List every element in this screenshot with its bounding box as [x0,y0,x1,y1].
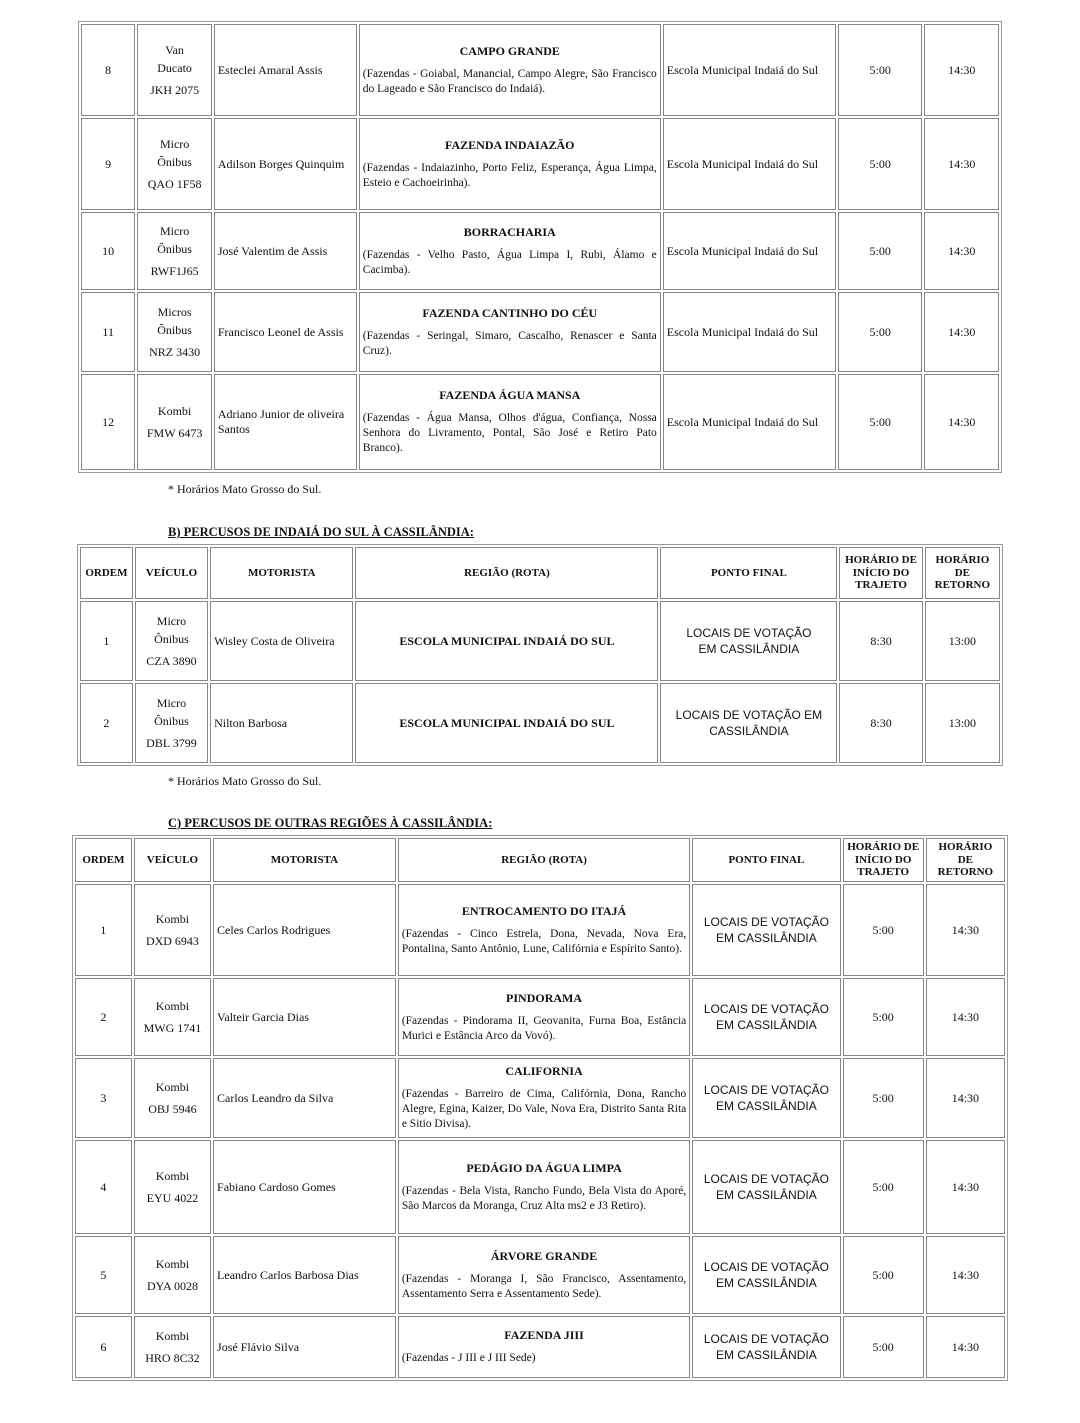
endpoint-cell [660,601,837,681]
start-time-cell: 5:00 [838,292,923,372]
vehicle-type: Ducato [157,61,192,75]
ordem-cell: 1 [80,601,133,681]
table-row [75,884,1005,976]
return-time-cell: 13:00 [925,683,1000,763]
vehicle-plate: DBL 3799 [146,736,197,750]
vehicle-type: Kombi [155,1257,190,1271]
start-time-cell: 5:00 [838,24,923,116]
ordem-cell: 2 [75,978,132,1056]
endpoint-line: EM CASSILÂNDIA [698,642,800,656]
header-ponto-final: PONTO FINAL [692,838,840,882]
vehicle-cell [137,292,211,372]
vehicle-type: Ônibus [154,632,189,646]
route-cell [359,292,661,372]
route-name: FAZENDA INDAIAZÃO [445,137,575,152]
vehicle-cell [137,212,211,290]
return-time-cell: 14:30 [926,1140,1005,1234]
route-cell: ESCOLA MUNICIPAL INDAIÁ DO SUL [355,601,658,681]
vehicle-cell [135,601,208,681]
route-farms: (Fazendas - Indaiazinho, Porto Feliz, Esperança, Água Limpa, Esteio e Cachoeirinha). [362,161,657,189]
start-time-cell: 5:00 [843,1058,924,1138]
vehicle-cell [135,683,208,763]
vehicle-type: Kombi [155,912,190,926]
driver-cell: José Valentim de Assis [214,212,357,290]
table-row [75,1236,1005,1314]
route-farms: (Fazendas - Goiabal, Manancial, Campo Alegre, São Francisco do Lageado e São Francisco do Indaiá). [362,67,657,95]
header-motorista: MOTORISTA [210,547,353,599]
endpoint-line: LOCAIS DE VOTAÇÃO [703,1001,829,1016]
ordem-cell: 4 [75,1140,132,1234]
return-time-cell: 13:00 [925,601,1000,681]
vehicle-type: Ônibus [157,242,192,256]
vehicle-plate: QAO 1F58 [147,177,202,191]
endpoint-line: LOCAIS DE VOTAÇÃO [686,625,812,640]
endpoint-cell [692,978,840,1056]
driver-cell: Valteir Garcia Dias [213,978,396,1056]
vehicle-plate: NRZ 3430 [149,345,201,359]
start-time-cell: 5:00 [843,978,924,1056]
driver-cell: Nilton Barbosa [210,683,353,763]
table-row [80,683,1000,763]
endpoint-line: EM CASSILÂNDIA [716,1188,817,1202]
return-time-cell: 14:30 [926,1236,1005,1314]
table-row [80,601,1000,681]
header-inicio: HORÁRIO DE INÍCIO DO TRAJETO [839,547,922,599]
start-time-cell: 5:00 [843,884,924,976]
endpoint-cell [692,1058,840,1138]
endpoint-cell: Escola Municipal Indaiá do Sul [663,118,836,210]
ordem-cell: 5 [75,1236,132,1314]
vehicle-cell [137,374,211,470]
endpoint-cell [692,884,840,976]
vehicle-type: Ônibus [157,323,192,337]
route-cell [359,118,661,210]
header-ordem: ORDEM [80,547,133,599]
route-cell [359,24,661,116]
ordem-cell: 2 [80,683,133,763]
endpoint-cell [692,1236,840,1314]
vehicle-type: Micro [159,137,190,151]
start-time-cell: 5:00 [843,1316,924,1378]
table-a [78,21,1002,473]
route-cell [398,1316,690,1378]
route-name: CALIFORNIA [505,1064,583,1079]
vehicle-type: Kombi [155,999,190,1013]
route-cell [398,1236,690,1314]
route-name: BORRACHARIA [463,224,556,239]
header-veiculo: VEÍCULO [135,547,208,599]
endpoint-line: LOCAIS DE VOTAÇÃO [703,1082,829,1097]
route-cell: ESCOLA MUNICIPAL INDAIÁ DO SUL [355,683,658,763]
return-time-cell: 14:30 [926,978,1005,1056]
route-farms: (Fazendas - Pindorama II, Geovanita, Furna Boa, Estância Murici e Estância Arco da Vovó). [401,1014,687,1042]
return-time-cell: 14:30 [924,118,999,210]
vehicle-type: Micros [157,305,192,319]
route-cell [359,212,661,290]
driver-cell: Francisco Leonel de Assis [214,292,357,372]
route-farms: (Fazendas - J III e J III Sede) [401,1352,536,1365]
vehicle-type: Micro [159,224,190,238]
vehicle-plate: HRO 8C32 [145,1351,200,1365]
table-row [75,1316,1005,1378]
endpoint-line: EM CASSILÂNDIA [716,931,817,945]
route-cell [359,374,661,470]
table-b-header-row [80,547,1000,599]
endpoint-cell [692,1316,840,1378]
driver-cell: Adilson Borges Quinquim [214,118,357,210]
table-row [75,978,1005,1056]
route-farms: (Fazendas - Cinco Estrela, Dona, Nevada, Nova Era, Pontalina, Santo Antônio, Lune, Califórnia e Espírito Santo). [401,927,687,955]
vehicle-type: Ônibus [157,155,192,169]
route-cell [398,1058,690,1138]
vehicle-cell [134,884,211,976]
route-farms: (Fazendas - Seringal, Simaro, Cascalho, Renascer e Santa Cruz). [362,329,657,357]
ordem-cell: 11 [81,292,135,372]
vehicle-type: Ônibus [154,714,189,728]
return-time-cell: 14:30 [924,212,999,290]
route-name: ÁRVORE GRANDE [490,1248,598,1263]
endpoint-cell: Escola Municipal Indaiá do Sul [663,24,836,116]
table-row [75,1140,1005,1234]
vehicle-type: Micro [156,696,187,710]
route-cell [398,1140,690,1234]
vehicle-type: Kombi [155,1329,190,1343]
endpoint-line: EM CASSILÂNDIA [716,1099,817,1113]
table-row [81,292,999,372]
ordem-cell: 8 [81,24,135,116]
start-time-cell: 5:00 [843,1236,924,1314]
header-retorno: HORÁRIO DE RETORNO [926,838,1005,882]
route-farms: (Fazendas - Bela Vista, Rancho Fundo, Bela Vista do Aporé, São Marcos da Moranga, Cruz Alta ms2 e J3 Retiro). [401,1184,687,1212]
header-inicio: HORÁRIO DE INÍCIO DO TRAJETO [843,838,924,882]
vehicle-plate: FMW 6473 [146,426,203,440]
driver-cell: José Flávio Silva [213,1316,396,1378]
route-farms: (Fazendas - Velho Pasto, Água Limpa I, Rubi, Álamo e Cacimba). [362,248,657,276]
table-row [75,1058,1005,1138]
header-ponto-final: PONTO FINAL [660,547,837,599]
header-retorno: HORÁRIO DE RETORNO [925,547,1000,599]
driver-cell: Carlos Leandro da Silva [213,1058,396,1138]
vehicle-plate: DYA 0028 [146,1279,198,1293]
route-farms: (Fazendas - Barreiro de Cima, Califórnia, Dona, Rancho Alegre, Egina, Kaizer, Do Vale, Nova Era, Distrito Santa Rita e Sitio Divisa). [401,1088,687,1130]
header-ordem: ORDEM [75,838,132,882]
return-time-cell: 14:30 [926,1316,1005,1378]
table-c [72,835,1008,1381]
vehicle-cell [134,978,211,1056]
table-row [81,212,999,290]
start-time-cell: 8:30 [839,683,922,763]
ordem-cell: 9 [81,118,135,210]
ordem-cell: 1 [75,884,132,976]
endpoint-cell: Escola Municipal Indaiá do Sul [663,374,836,470]
start-time-cell: 5:00 [838,212,923,290]
driver-cell: Celes Carlos Rodrigues [213,884,396,976]
table-b-title: B) PERCUSOS DE INDAIÁ DO SUL À CASSILÂNDIA: [168,525,474,539]
endpoint-cell [660,683,837,763]
return-time-cell: 14:30 [924,24,999,116]
endpoint-line: EM CASSILÂNDIA [716,1276,817,1290]
vehicle-type: Kombi [155,1169,190,1183]
start-time-cell: 8:30 [839,601,922,681]
ordem-cell: 12 [81,374,135,470]
vehicle-type: Kombi [157,404,192,418]
route-name: FAZENDA ÁGUA MANSA [439,388,581,403]
vehicle-type: Kombi [155,1080,190,1094]
table-b [77,544,1003,766]
start-time-cell: 5:00 [838,118,923,210]
endpoint-line: LOCAIS DE VOTAÇÃO [703,1259,829,1274]
table-a-note: * Horários Mato Grosso do Sul. [168,482,322,496]
route-cell [398,884,690,976]
endpoint-cell: Escola Municipal Indaiá do Sul [663,292,836,372]
table-c-title: C) PERCUSOS DE OUTRAS REGIÕES À CASSILÂNDIA: [168,816,493,830]
driver-cell: Wisley Costa de Oliveira [210,601,353,681]
endpoint-line: CASSILÂNDIA [709,724,789,738]
endpoint-line: LOCAIS DE VOTAÇÃO [703,1171,829,1186]
vehicle-cell [137,24,211,116]
vehicle-plate: DXD 6943 [145,934,199,948]
endpoint-line: EM CASSILÂNDIA [716,1018,817,1032]
start-time-cell: 5:00 [838,374,923,470]
endpoint-line: EM CASSILÂNDIA [716,1348,817,1362]
endpoint-line: LOCAIS DE VOTAÇÃO [703,1331,829,1346]
header-veiculo: VEÍCULO [134,838,211,882]
route-farms: (Fazendas - Água Mansa, Olhos d'água, Confiança, Nossa Senhora do Livramento, Pontal, São José e Retiro Pato Branco). [362,412,657,454]
table-b-note: * Horários Mato Grosso do Sul. [168,774,322,788]
vehicle-cell [134,1316,211,1378]
route-name: PEDÁGIO DA ÁGUA LIMPA [466,1160,622,1175]
vehicle-plate: RWF1J65 [150,264,199,278]
return-time-cell: 14:30 [926,1058,1005,1138]
header-motorista: MOTORISTA [213,838,396,882]
vehicle-plate: OBJ 5946 [148,1102,197,1116]
start-time-cell: 5:00 [843,1140,924,1234]
driver-cell: Adriano Junior de oliveira Santos [214,374,357,470]
route-name: PINDORAMA [506,990,583,1005]
endpoint-cell: Escola Municipal Indaiá do Sul [663,212,836,290]
table-row [81,374,999,470]
route-name: CAMPO GRANDE [459,43,560,58]
return-time-cell: 14:30 [926,884,1005,976]
vehicle-plate: CZA 3890 [146,654,197,668]
header-regiao: REGIÃO (ROTA) [398,838,690,882]
vehicle-cell [134,1236,211,1314]
driver-cell: Esteclei Amaral Assis [214,24,357,116]
ordem-cell: 10 [81,212,135,290]
table-row [81,24,999,116]
header-regiao: REGIÃO (ROTA) [355,547,658,599]
table-row [81,118,999,210]
route-name: ENTROCAMENTO DO ITAJÁ [461,903,627,918]
endpoint-line: LOCAIS DE VOTAÇÃO [703,914,829,929]
route-farms: (Fazendas - Moranga I, São Francisco, Assentamento, Assentamento Serra e Assentamento Sede). [401,1272,687,1300]
vehicle-cell [134,1140,211,1234]
table-c-header-row [75,838,1005,882]
ordem-cell: 6 [75,1316,132,1378]
route-name: FAZENDA JIII [504,1328,584,1343]
return-time-cell: 14:30 [924,374,999,470]
endpoint-line: LOCAIS DE VOTAÇÃO EM [675,707,823,722]
endpoint-cell [692,1140,840,1234]
driver-cell: Leandro Carlos Barbosa Dias [213,1236,396,1314]
vehicle-plate: EYU 4022 [146,1191,199,1205]
driver-cell: Fabiano Cardoso Gomes [213,1140,396,1234]
vehicle-type: Micro [156,614,187,628]
route-cell [398,978,690,1056]
return-time-cell: 14:30 [924,292,999,372]
ordem-cell: 3 [75,1058,132,1138]
vehicle-plate: MWG 1741 [143,1021,202,1035]
vehicle-cell [137,118,211,210]
vehicle-type: Van [165,43,184,57]
route-name: FAZENDA CANTINHO DO CÉU [422,305,598,320]
vehicle-plate: JKH 2075 [150,83,200,97]
vehicle-cell [134,1058,211,1138]
